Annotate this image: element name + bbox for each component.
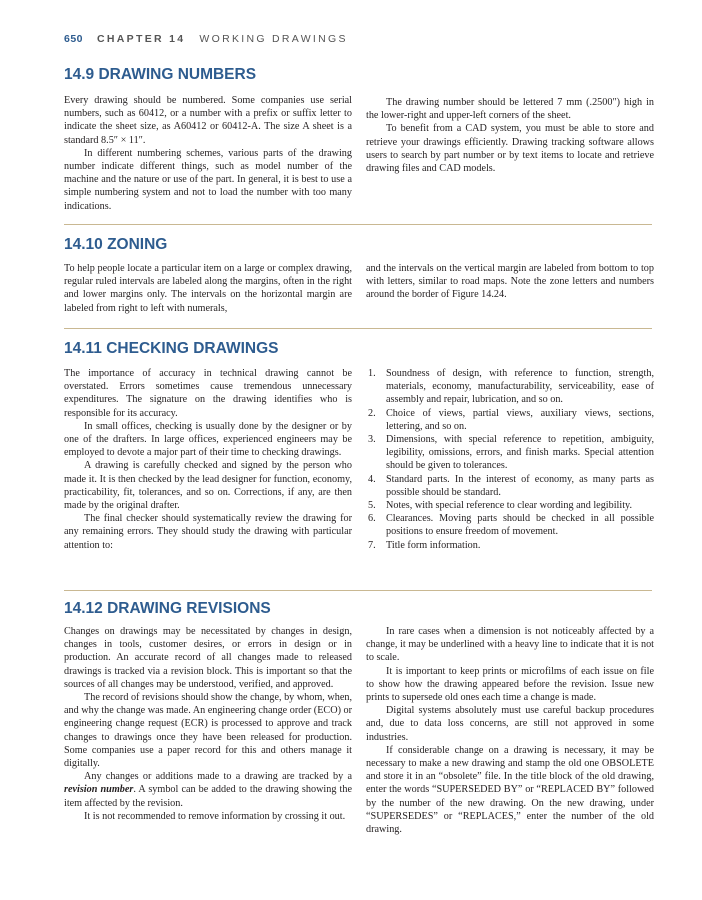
section-heading: 14.12 DRAWING REVISIONS xyxy=(64,600,271,617)
section-heading: 14.11 CHECKING DRAWINGS xyxy=(64,340,279,357)
item-number: 2. xyxy=(368,407,376,419)
paragraph: The drawing number should be lettered 7 mm (.2500″) high in the lower-right and upper-left corners of the sheet. xyxy=(366,97,654,122)
paragraph: A drawing is carefully checked and signed by the person who made it. It is then checked by the lead designer for function, economy, practicability, fit, tolerances, and so on. Corrections, if any, are then made by the original drafter. xyxy=(64,460,352,512)
item-text: Title form information. xyxy=(386,539,481,551)
right-column xyxy=(366,625,654,836)
item-text: Standard parts. In the interest of economy, as many parts as possible should be standard. xyxy=(386,473,654,498)
checklist-item xyxy=(366,473,654,499)
left-column xyxy=(64,625,352,823)
section-heading: 14.9 DRAWING NUMBERS xyxy=(64,66,257,83)
checklist-item xyxy=(366,433,654,473)
paragraph: It is not recommended to remove information by crossing it out. xyxy=(84,810,346,822)
item-text: Soundness of design, with reference to function, strength, materials, economy, manufacturability, serviceability, ease of assembly and repair, lubrication, and so on. xyxy=(386,368,654,406)
paragraph: In different numbering schemes, various parts of the drawing number indicate different things, such as model number of the machine and the nature or use of the part. In general, it is best to use a simple numbering system and not to load the number with too many indications. xyxy=(64,147,352,212)
paragraph: The record of revisions should show the change, by whom, when, and why the change was made. An engineering change order (ECO) or engineering change request (ECR) is processed to approve and track changes to drawings once they have been released for production. Some companies use a paper record for this and others manage it digitally. xyxy=(64,692,352,770)
running-head xyxy=(64,33,664,49)
item-text: Clearances. Moving parts should be checked in all possible positions to ensure freedom of movement. xyxy=(386,513,654,538)
paragraph: If considerable change on a drawing is necessary, it may be necessary to make a new drawing and stamp the old one OBSOLETE and store it in an “obsolete” file. In the title block of the old drawing, enter the words “SUPERSEDED BY” or “REPLACED BY” followed by the number of the new drawing. On the new drawing, under “SUPERSEDES” or “REPLACES,” enter the number of the old drawing. xyxy=(366,744,654,836)
paragraph: The final checker should systematically review the drawing for any remaining errors. They should study the drawing with particular attention to: xyxy=(64,513,352,551)
item-number: 3. xyxy=(368,434,376,446)
checklist-column xyxy=(366,367,654,552)
paragraph: Digital systems absolutely must use careful backup procedures and, due to data loss concerns, are still not approved in some industries. xyxy=(366,705,654,743)
section-checking-drawings xyxy=(64,340,652,580)
paragraph: To benefit from a CAD system, you must be able to store and retrieve your drawings efficiently. Drawing tracking software allows users to search by part number or by text items to locate and retrieve drawing files and CAD models. xyxy=(366,123,654,175)
checklist-item xyxy=(366,407,654,433)
chapter-label: CHAPTER 14 xyxy=(97,33,186,45)
item-text: Dimensions, with special reference to repetition, ambiguity, legibility, omissions, errors, and finish marks. Special attention should be given to tolerances. xyxy=(386,434,654,472)
item-number: 4. xyxy=(368,473,376,485)
checklist-item xyxy=(366,512,654,538)
paragraph: In small offices, checking is usually done by the designer or by one of the drafters. In large offices, experienced engineers may be employed to devote a major part of their time to checking drawings. xyxy=(64,420,352,459)
checklist-item xyxy=(366,367,654,407)
paragraph: and the intervals on the vertical margin are labeled from bottom to top with letters, similar to road maps. Note the zone letters and numbers around the border of Figure 14.24. xyxy=(366,263,654,301)
right-column xyxy=(366,262,654,302)
section-divider xyxy=(64,590,652,591)
section-zoning xyxy=(64,236,652,326)
section-divider xyxy=(64,224,652,225)
left-column xyxy=(64,94,352,213)
left-column xyxy=(64,262,352,315)
item-number: 6. xyxy=(368,513,376,525)
paragraph: To help people locate a particular item on a large or complex drawing, regular ruled intervals are labeled along the margins, often in the right and lower margins only. The intervals on the horizontal margin are labeled from right to left with numerals, xyxy=(64,263,352,314)
right-column xyxy=(366,96,654,175)
section-divider xyxy=(64,328,652,329)
text-run: . A symbol can be added to the drawing showing the item affected by the revision. xyxy=(64,784,352,809)
checklist-item xyxy=(366,539,654,552)
chapter-title: WORKING DRAWINGS xyxy=(199,33,348,45)
paragraph: Changes on drawings may be necessitated by changes in design, changes in tools, customer desires, or errors in design or in production. An accurate record of all changes made to released drawings is tracked via a revision block. This is important so that the sources of all changes may be understood, verified, and approved. xyxy=(64,626,352,690)
paragraph: The importance of accuracy in technical drawing cannot be overstated. Errors sometimes cause tremendous unnecessary expenditures. The signature on the drawing identifies who is responsible for its accuracy. xyxy=(64,368,352,419)
key-term: revision number xyxy=(64,784,134,796)
checklist xyxy=(366,367,654,552)
item-number: 1. xyxy=(368,368,376,379)
checklist-item xyxy=(366,499,654,512)
item-number: 7. xyxy=(368,539,376,551)
item-text: Choice of views, partial views, auxiliary views, sections, lettering, and so on. xyxy=(386,407,654,432)
paragraph xyxy=(64,770,352,810)
paragraph: Every drawing should be numbered. Some companies use serial numbers, such as 60412, or a number with a prefix or suffix letter to indicate the sheet size, as A60412 or 60412-A. The size A sheet is a standard 8.5″ × 11″. xyxy=(64,95,352,146)
item-number: 5. xyxy=(368,500,376,512)
text-run: Any changes or additions made to a drawing are tracked by a xyxy=(84,771,352,783)
section-drawing-numbers xyxy=(64,66,652,216)
left-column xyxy=(64,367,352,552)
paragraph: In rare cases when a dimension is not noticeably affected by a change, it may be underlined with a heavy line to indicate that it is not to scale. xyxy=(366,626,654,664)
page-number: 650 xyxy=(64,33,84,45)
paragraph: It is important to keep prints or microfilms of each issue on file to show how the drawing appeared before the revision. Issue new prints to supersede old ones each time a change is made. xyxy=(366,665,654,704)
section-drawing-revisions xyxy=(64,600,652,870)
section-heading: 14.10 ZONING xyxy=(64,236,168,253)
item-text: Notes, with special reference to clear wording and legibility. xyxy=(386,500,633,512)
